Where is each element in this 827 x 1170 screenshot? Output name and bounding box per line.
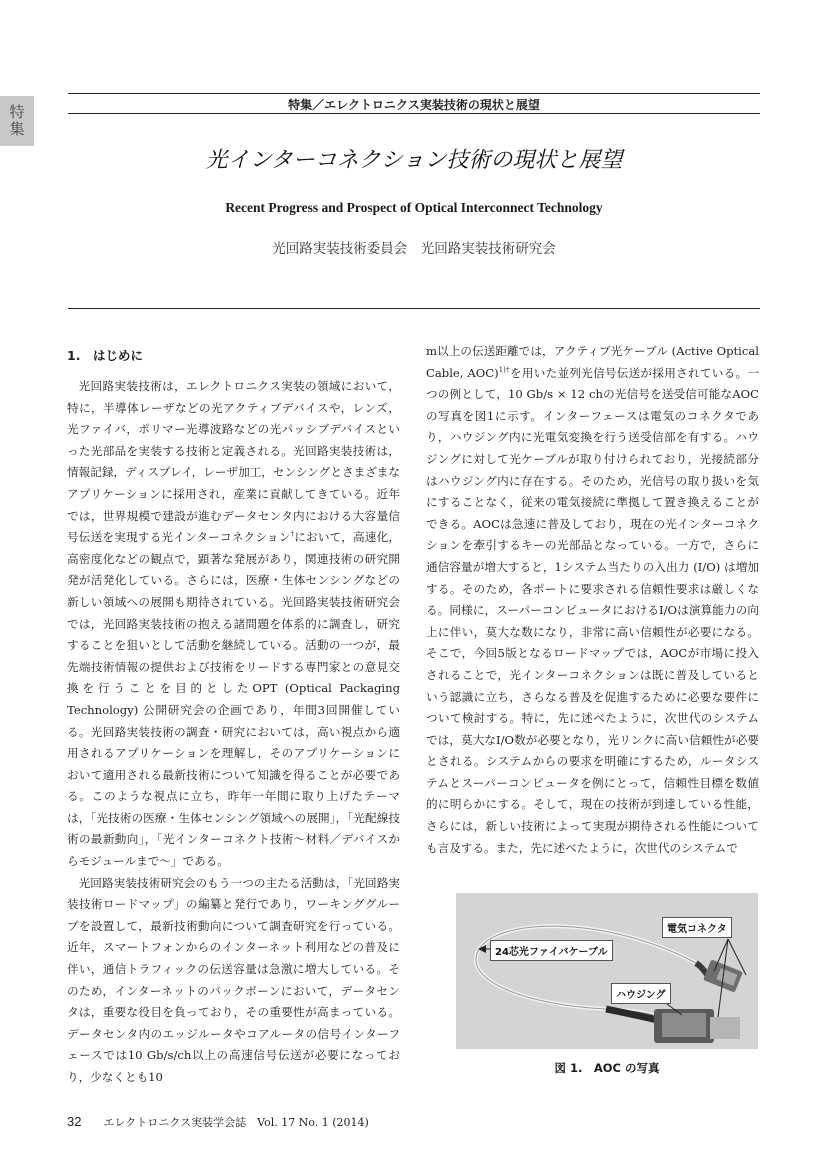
journal-citation: エレクトロニクス実装学会誌 Vol. 17 No. 1 (2014) xyxy=(103,1116,369,1129)
paragraph-text: において，高速化，高密度化などの観点で，顕著な発展があり，関連技術の研究開発が活発化している。さらには，医療・生体センシングなどの新しい領域への展開も期待されている。光回路実装技術研究会では，光回路実装技術の抱える諸問題を体系的に調査し，研究することを狙いとして活動を継続している。活動の一つが，最先端技術情報の提供および技術をリードする専門家との意見交換を行うことを目的としたOPT (Optical Packaging Technology) 公開研究会の企画であり，年間3回開催している。光回路実装技術の調査・研究においては，高い視点から適用されるアプリケーションを理解し，そのアプリケーションにおいて適用される最新技術について知識を得ることが必要である。このような視点に立ち，昨年一年間に取り上げたテーマは，「光技術の医療・生体センシング領域への展開」，「光配線技術の最新動向」，「光インターコネクト技術～材料／デバイスからモジュールまで～」である。 xyxy=(67,530,400,869)
housing-panel xyxy=(662,1013,706,1037)
title-block-rule xyxy=(68,308,760,309)
body-paragraph xyxy=(426,341,759,859)
label-electrical-connector: 電気コネクタ xyxy=(662,917,732,938)
article-title-en: Recent Progress and Prospect of Optical Interconnect Technology xyxy=(225,200,603,215)
paragraph-text: 光回路実装技術は，エレクトロニクス実装の領域において，特に，半導体レーザなどの光アクティブデバイスや，レンズ，光ファイバ，ポリマー光導波路などの光パッシブデバイスといった光部品を実装する技術と定義される。光回路実装技術は，情報記録，ディスプレイ，レーザ加工，センシングとさまざまなアプリケーションに採用され，産業に貢献してきている。近年では，世界規模で建設が進むデータセンタ内における大容量信号伝送を実現する光インターコネクション xyxy=(67,379,400,545)
page-footer xyxy=(67,1114,369,1130)
label-fiber-cable: 24芯光ファイバケーブル xyxy=(490,940,613,961)
connector-bottom xyxy=(710,1017,740,1039)
page-number: 32 xyxy=(67,1114,82,1129)
authors: 光回路実装技術委員会 光回路実装技術研究会 xyxy=(272,241,556,257)
body-paragraph xyxy=(67,376,400,873)
label-housing: ハウジング xyxy=(611,983,671,1004)
article-title-jp: 光インターコネクション技術の現状と展望 xyxy=(205,148,623,173)
reference-mark: 1)† xyxy=(498,365,510,374)
right-column xyxy=(426,341,759,859)
section-heading: 1. はじめに xyxy=(67,348,143,363)
header-rule-bottom xyxy=(68,113,760,114)
header-rule-top xyxy=(68,93,760,94)
aoc-photo xyxy=(456,893,758,1049)
body-paragraph: 光回路実装技術研究会のもう一つの主たる活動は，「光回路実装技術ロードマップ」の編纂と発行であり，ワーキンググループを設置して，最新技術動向について調査研究を行っている。近年，スマートフォンからのインターネット利用などの普及に伴い，通信トラフィックの伝送容量は急激に増大している。そのため，インターネットのバックボーンにおいて，データセンタは，重要な役目を負っており，その重要性が高まっている。データセンタ内のエッジルータやコアルータの信号インターフェースでは10 Gb/s/ch以上の高速信号伝送が必要になっており，少なくとも10 xyxy=(67,875,400,1084)
series-title: 特集／エレクトロニクス実装技術の現状と展望 xyxy=(288,98,540,112)
footnote-mark: † xyxy=(290,530,295,539)
paragraph-text: を用いた並列光信号伝送が採用されている。一つの例として，10 Gb/s × 12 chの光信号を送受信可能なAOCの写真を図1に示す。インターフェースは電気のコネクタであり，ハウジング内に光電気変換を行う送受信部を有する。ハウジングに対して光ケーブルが取り付けられており，光接続部分はハウジング内に存在する。そのため，光信号の取り扱いを気にすることなく，従来の電気接続に準拠して置き換えることができる。AOCは急速に普及しており，現在の光インターコネクションを牽引するキーの光部品となっている。一方で，さらに通信容量が増大すると，1システム当たりの入出力 (I/O) は増加する。そのため，各ポートに要求される信頼性要求は厳しくなる。同様に，スーパーコンピュータにおけるI/Oは演算能力の向上に伴い，莫大な数になり，非常に高い信頼性が必要になる。そこで，今回5版となるロードマップでは，AOCが市場に投入されることで，光インターコネクションは既に普及しているという認識に立ち，さらなる普及を促進するために必要な要件について検討する。特に，先に述べたように，次世代のシステムでは，莫大なI/O数が必要となり，光リンクに高い信頼性が必要とされる。システムからの要求を明確にするため，ルータシステムとスーパーコンピュータを例にとって，信頼性目標を数値的に明らかにする。そして，現在の技術が到達している性能，さらには，新しい技術によって実現が期待される性能についても言及する。また，先に述べたように，次世代のシステムで xyxy=(426,365,759,855)
left-column xyxy=(67,341,400,1089)
paragraph-text: m以上の伝送距離では，アクティブ光ケーブル (Active Optical Cable, AOC) xyxy=(426,344,759,380)
figure-caption: 図 1. AOC の写真 xyxy=(554,1061,660,1075)
section-side-tab: 特集 xyxy=(0,96,34,146)
